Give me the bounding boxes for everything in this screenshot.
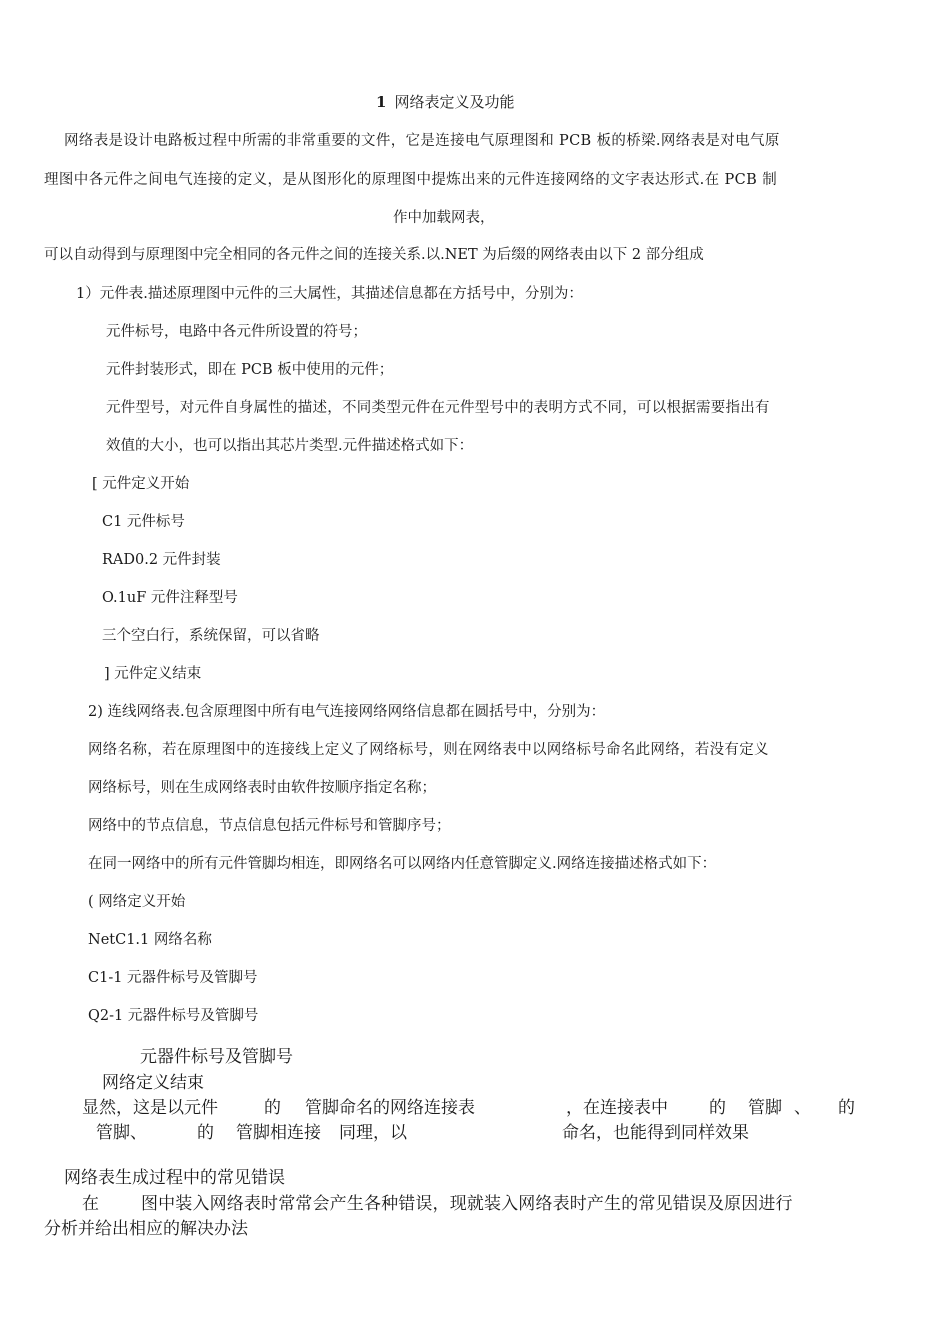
section-heading (376, 92, 514, 112)
obvious-seg: 的 (838, 1098, 855, 1118)
pins-seg: 的 (197, 1123, 214, 1143)
component-code-line: ] 元件定义结束 (104, 666, 202, 682)
obvious-seg: 的 (709, 1098, 726, 1118)
net-code-line: C1-1 元器件标号及管脚号 (88, 970, 258, 986)
obvious-seg: ，在连接表中 (566, 1098, 668, 1118)
part1-heading: 1）元件表.描述原理图中元件的三大属性，其描述信息都在方括号中，分别为： (76, 286, 583, 302)
obvious-seg: 管脚 (748, 1098, 782, 1118)
part1-item-2: 元件封装形式，即在 PCB 板中使用的元件； (106, 362, 394, 378)
component-code-line: [ 元件定义开始 (92, 476, 190, 492)
part1-item-3-line-1: 元件型号，对元件自身属性的描述，不同类型元件在元件型号中的表明方式不同，可以根据需要指出有 (106, 400, 770, 416)
obvious-seg: 显然，这是以元件 (82, 1098, 218, 1118)
part1-item-3-line-2: 效值的大小，也可以指出其芯片类型.元件描述格式如下： (106, 438, 474, 454)
net-code-line: NetC1.1 网络名称 (88, 932, 212, 948)
net-code-line: ( 网络定义开始 (88, 894, 186, 910)
pins-seg: 同理，以 (339, 1123, 407, 1143)
component-code-line: O.1uF 元件注释型号 (102, 590, 238, 606)
section-title: 网络表定义及功能 (394, 93, 515, 111)
component-code-line: C1 元件标号 (102, 514, 185, 530)
section-number: 1 (376, 93, 387, 111)
part2-heading: 2) 连线网络表.包含原理图中所有电气连接网络网络信息都在圆括号中，分别为： (88, 704, 606, 720)
net-code-line: Q2-1 元器件标号及管脚号 (88, 1008, 259, 1024)
intro-line-1: 网络表是设计电路板过程中所需的非常重要的文件，它是连接电气原理图和 PCB 板的桥梁.网络表是对电气原 (64, 133, 780, 149)
part1-item-1: 元件标号，电路中各元件所设置的符号； (106, 324, 367, 340)
section2-para-seg: 在 (82, 1194, 99, 1214)
component-code-line: 三个空白行，系统保留，可以省略 (102, 628, 320, 644)
part2-item-1-line-1: 网络名称，若在原理图中的连接线上定义了网络标号，则在网络表中以网络标号命名此网络，若没有定义 (88, 742, 769, 758)
pins-seg: 管脚相连接 (236, 1123, 321, 1143)
intro-line-4: 可以自动得到与原理图中完全相同的各元件之间的连接关系.以.NET 为后缀的网络表由以下 2 部分组成 (44, 247, 704, 263)
section2-para-seg: 图中装入网络表时常常会产生各种错误，现就装入网络表时产生的常见错误及原因进行 (141, 1194, 793, 1214)
net-end-line: 网络定义结束 (102, 1073, 204, 1093)
obvious-seg: 的 (264, 1098, 281, 1118)
obvious-seg: 管脚命名的网络连接表 (305, 1098, 475, 1118)
pins-seg: 管脚、 (96, 1123, 147, 1143)
intro-line-2: 理图中各元件之间电气连接的定义，是从图形化的原理图中提炼出来的元件连接网络的文字表达形式.在 PCB 制 (44, 172, 778, 188)
part2-item-3: 在同一网络中的所有元件管脚均相连，即网络名可以网络内任意管脚定义.网络连接描述格式如下： (88, 856, 717, 872)
component-code-line: RAD0.2 元件封装 (102, 552, 221, 568)
pins-seg: 命名，也能得到同样效果 (562, 1123, 749, 1143)
part2-item-2: 网络中的节点信息，节点信息包括元件标号和管脚序号； (88, 818, 451, 834)
obvious-seg: 、 (794, 1098, 811, 1118)
intro-line-3: 作中加载网表， (393, 210, 495, 226)
section2-para-line-2: 分析并给出相应的解决办法 (44, 1219, 248, 1239)
part2-item-1-line-2: 网络标号，则在生成网络表时由软件按顺序指定名称； (88, 780, 436, 796)
pin-line: 元器件标号及管脚号 (140, 1047, 293, 1067)
section2-title: 网络表生成过程中的常见错误 (64, 1168, 285, 1188)
